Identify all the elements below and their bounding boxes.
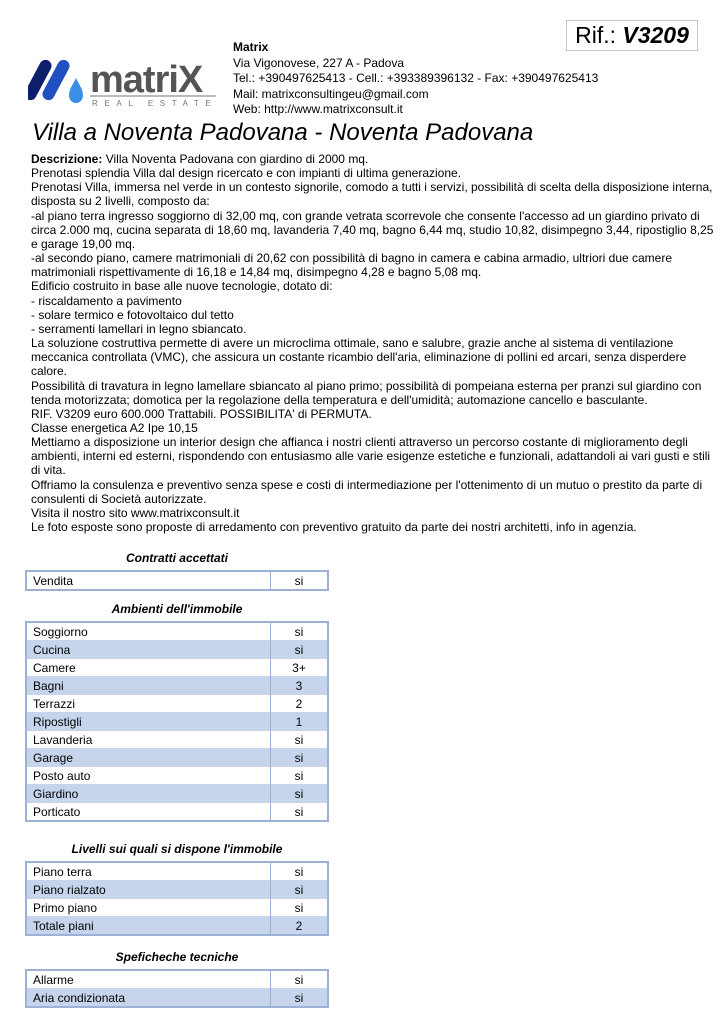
table-row (26, 767, 328, 785)
reference-label: Rif.: (575, 22, 616, 48)
table-row (26, 899, 328, 917)
row-label: Totale piani (26, 917, 271, 936)
row-label: Bagni (26, 677, 271, 695)
description-paragraph: Le foto esposte sono proposte di arredamento con preventivo gratuito da parte dei nostri architetti, info in agenzia. (31, 520, 637, 535)
row-value: si (271, 731, 329, 749)
table-row (26, 970, 328, 989)
specifiche-title: Speficheche tecniche (115, 950, 239, 964)
row-value: si (271, 989, 329, 1008)
ambienti-table (25, 621, 329, 822)
table-row (26, 641, 328, 659)
row-value: si (271, 749, 329, 767)
contratti-table (25, 570, 329, 591)
matrix-logo-icon (28, 52, 218, 108)
reference-code: V3209 (622, 22, 689, 48)
description-paragraph: Visita il nostro sito www.matrixconsult.it (31, 505, 240, 520)
row-value: si (271, 641, 329, 659)
company-address: Via Vigonovese, 227 A - Padova (233, 55, 405, 70)
company-phones: Tel.: +390497625413 - Cell.: +393389396132 - Fax: +390497625413 (233, 71, 599, 85)
description-paragraph: RIF. V3209 euro 600.000 Trattabili. POSSIBILITA' di PERMUTA. (31, 406, 372, 421)
row-label: Giardino (26, 785, 271, 803)
description-paragraph: Possibilità di travatura in legno lamellare sbiancato al piano primo; possibilità di pompeiana esterna per pranzi sul giardino con tenda motorizzata; domotica per la regolazione della temperatura e dell'umidità; automazione cancello e basculante. (31, 378, 702, 407)
logo-swoosh-icon (28, 58, 83, 103)
table-row (26, 659, 328, 677)
company-name: Matrix (233, 40, 269, 54)
table-row (26, 785, 328, 803)
table-row (26, 881, 328, 899)
row-label: Aria condizionata (26, 989, 271, 1008)
description-paragraph: -al secondo piano, camere matrimoniali di 20,62 con possibilità di bagno in camera e cabina armadio, ultriori due camere matrimoniali rispettivamente di 16,18 e 14,84 mq, disimpegno 4,28 e bagno 5,08 mq. (31, 251, 673, 280)
row-label: Posto auto (26, 767, 271, 785)
description-paragraph: - riscaldamento a pavimento (31, 293, 182, 308)
row-label: Camere (26, 659, 271, 677)
row-value: si (271, 881, 329, 899)
table-row (26, 571, 328, 590)
table-row (26, 677, 328, 695)
row-label: Vendita (26, 571, 271, 590)
contratti-title: Contratti accettati (125, 551, 229, 565)
row-label: Terrazzi (26, 695, 271, 713)
company-web[interactable]: Web: http://www.matrixconsult.it (233, 102, 403, 116)
description (31, 152, 721, 534)
row-label: Piano terra (26, 862, 271, 881)
description-paragraph: Prenotasi splendia Villa dal design ricercato e con impianti di ultima generazione. (31, 166, 462, 181)
logo-wordmark: matriX (90, 59, 203, 101)
row-value: si (271, 862, 329, 881)
table-row (26, 622, 328, 641)
row-value: si (271, 767, 329, 785)
table-row (26, 989, 328, 1008)
row-value: si (271, 571, 329, 590)
page-title: Villa a Noventa Padovana - Noventa Padovana (32, 119, 534, 146)
description-label: Descrizione: (31, 152, 103, 166)
row-label: Ripostigli (26, 713, 271, 731)
description-paragraph: Classe energetica A2 Ipe 10,15 (31, 420, 198, 435)
company-logo (28, 52, 218, 108)
row-label: Primo piano (26, 899, 271, 917)
logo-tagline: REAL ESTATE (92, 99, 218, 108)
row-value: si (271, 970, 329, 989)
row-value: 3 (271, 677, 329, 695)
row-label: Piano rialzato (26, 881, 271, 899)
description-paragraph: Edificio costruito in base alle nuove tecnologie, dotato di: (31, 279, 333, 294)
row-label: Lavanderia (26, 731, 271, 749)
row-value: si (271, 803, 329, 822)
row-value: si (271, 899, 329, 917)
row-value: si (271, 785, 329, 803)
table-row (26, 917, 328, 936)
description-paragraph: Prenotasi Villa, immersa nel verde in un contesto signorile, comodo a tutti i servizi, possibilità di scelta della disposizione interna, disposta su 2 livelli, composto da: (31, 180, 713, 209)
description-paragraph: - solare termico e fotovoltaico dul tetto (31, 307, 234, 322)
description-paragraph: Mettiamo a disposizione un interior design che affianca i nostri clienti attraverso un percorso costante di miglioramento degli ambienti, interni ed esterni, rispondendo con entusiasmo alle varie esigenze estetiche e funzionali, adattandoli ai vari gusti e stili di vita. (31, 435, 711, 478)
table-row (26, 731, 328, 749)
table-row (26, 695, 328, 713)
description-paragraph: -al piano terra ingresso soggiorno di 32,00 mq, con grande vetrata scorrevole che consente l'accesso ad un giardino privato di circa 2.000 mq, cucina separata di 18,60 mq, lavanderia 7,40 mq, bagno 6,44 mq, studio 10,82, disimpegno 3,44, ripostiglio 8,25 e garage 19,00 mq. (31, 208, 714, 251)
row-value: 2 (271, 917, 329, 936)
livelli-title: Livelli sui quali si dispone l'immobile (71, 842, 283, 856)
company-info (233, 40, 598, 118)
row-label: Garage (26, 749, 271, 767)
company-mail[interactable]: Mail: matrixconsultingeu@gmail.com (233, 86, 429, 101)
row-value: 2 (271, 695, 329, 713)
description-paragraph: La soluzione costruttiva permette di avere un microclima ottimale, sano e salubre, grazie anche al sistema di ventilazione meccanica controllata (VMC), che assicura un costante ricambio dell'aria, eliminazione di pollini ed arcari, senza disperdere calore. (31, 336, 687, 379)
row-label: Soggiorno (26, 622, 271, 641)
description-paragraph: Offriamo la consulenza e preventivo senza spese e costi di intermediazione per l'ottenimento di un mutuo o prestito da parte di consulenti di Società autorizzate. (31, 477, 703, 506)
description-first-line (31, 152, 721, 166)
row-value: 1 (271, 713, 329, 731)
table-row (26, 713, 328, 731)
row-value: si (271, 622, 329, 641)
table-row (26, 862, 328, 881)
table-row (26, 749, 328, 767)
row-label: Allarme (26, 970, 271, 989)
row-value: 3+ (271, 659, 329, 677)
specifiche-table (25, 969, 329, 1008)
reference-box (566, 20, 698, 51)
description-summary: Villa Noventa Padovana con giardino di 2000 mq. (102, 152, 369, 166)
table-row (26, 803, 328, 822)
row-label: Cucina (26, 641, 271, 659)
description-paragraph: - serramenti lamellari in legno sbiancato. (31, 321, 247, 336)
ambienti-title: Ambienti dell'immobile (111, 602, 243, 616)
livelli-table (25, 861, 329, 936)
row-label: Porticato (26, 803, 271, 822)
